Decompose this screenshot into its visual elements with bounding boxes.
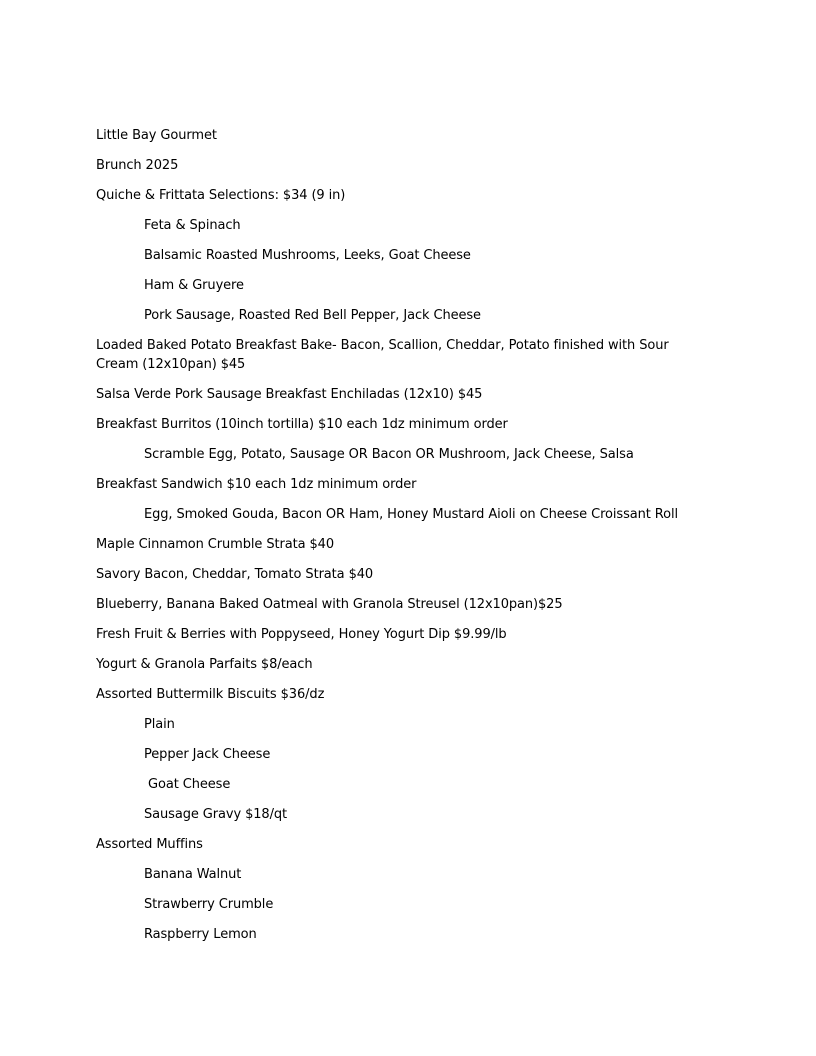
muffin-option: Raspberry Lemon (144, 927, 257, 942)
muffins-heading: Assorted Muffins (96, 837, 203, 852)
savory-strata-item: Savory Bacon, Cheddar, Tomato Strata $40 (96, 567, 374, 582)
business-name: Little Bay Gourmet (96, 128, 217, 143)
sandwich-item: Breakfast Sandwich $10 each 1dz minimum order (96, 477, 417, 492)
quiche-option: Ham & Gruyere (144, 278, 244, 293)
biscuits-heading: Assorted Buttermilk Biscuits $36/dz (96, 687, 325, 702)
muffin-option: Strawberry Crumble (144, 897, 274, 912)
fruit-item: Fresh Fruit & Berries with Poppyseed, Honey Yogurt Dip $9.99/lb (96, 627, 507, 642)
quiche-option: Pork Sausage, Roasted Red Bell Pepper, Jack Cheese (144, 308, 481, 323)
burritos-detail: Scramble Egg, Potato, Sausage OR Bacon OR Mushroom, Jack Cheese, Salsa (144, 447, 634, 462)
oatmeal-item: Blueberry, Banana Baked Oatmeal with Granola Streusel (12x10pan)$25 (96, 597, 563, 612)
maple-strata-item: Maple Cinnamon Crumble Strata $40 (96, 537, 334, 552)
enchiladas-item: Salsa Verde Pork Sausage Breakfast Enchiladas (12x10) $45 (96, 387, 483, 402)
quiche-heading: Quiche & Frittata Selections: $34 (9 in) (96, 188, 346, 203)
biscuit-option: Plain (144, 717, 175, 732)
burritos-item: Breakfast Burritos (10inch tortilla) $10 each 1dz minimum order (96, 417, 508, 432)
biscuit-option: Goat Cheese (144, 777, 231, 792)
biscuit-option: Pepper Jack Cheese (144, 747, 271, 762)
sandwich-detail: Egg, Smoked Gouda, Bacon OR Ham, Honey Mustard Aioli on Cheese Croissant Roll (144, 507, 679, 522)
menu-title: Brunch 2025 (96, 158, 179, 173)
quiche-option: Feta & Spinach (144, 218, 241, 233)
biscuit-option: Sausage Gravy $18/qt (144, 807, 288, 822)
muffin-option: Banana Walnut (144, 867, 242, 882)
parfaits-item: Yogurt & Granola Parfaits $8/each (96, 657, 313, 672)
loaded-potato-item: Loaded Baked Potato Breakfast Bake- Bacon, Scallion, Cheddar, Potato finished with Sour Cream (12x10pan) $45 (96, 338, 673, 372)
quiche-option: Balsamic Roasted Mushrooms, Leeks, Goat Cheese (144, 248, 471, 263)
